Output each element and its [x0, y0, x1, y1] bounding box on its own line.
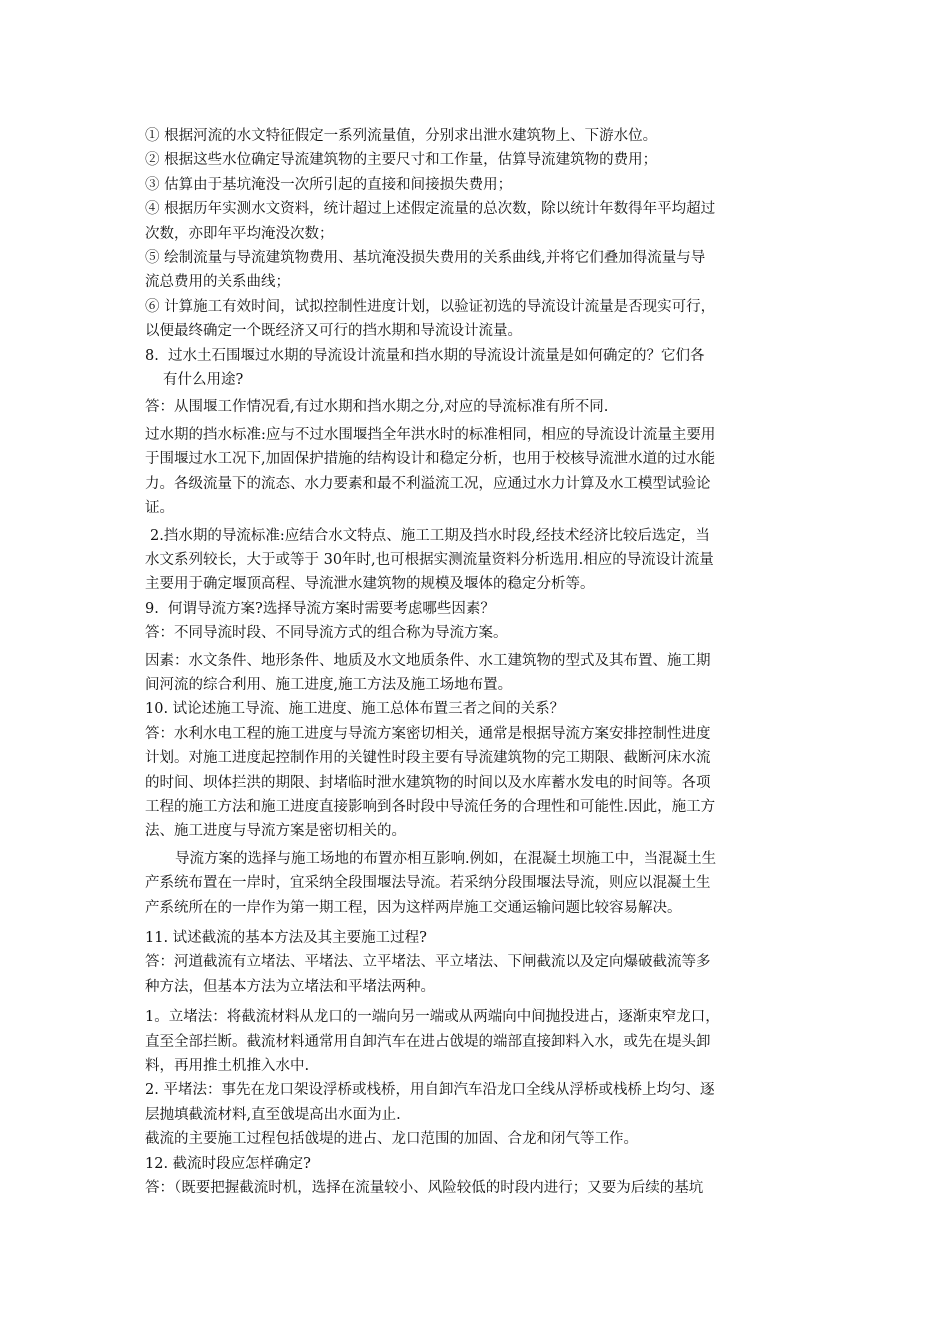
answer-8-para1-line1: 过水期的挡水标准:应与不过水围堰挡全年洪水时的标准相同，相应的导流设计流量主要用 — [145, 426, 716, 443]
answer-8-para2-line2: 水文系列较长，大于或等于 30年时,也可根据实测流量资料分析选用.相应的导流设计流量 — [145, 551, 714, 568]
answer-11-method2-line2: 层抛填截流材料,直至戗堤高出水面为止. — [145, 1106, 401, 1123]
answer-11-process: 截流的主要施工过程包括戗堤的进占、龙口范围的加固、合龙和闭气等工作。 — [145, 1131, 638, 1148]
method-step-5-cont: 流总费用的关系曲线； — [145, 274, 290, 291]
method-step-5: ⑤ 绘制流量与导流建筑物费用、基坑淹没损失费用的关系曲线,并将它们叠加得流量与导 — [145, 250, 706, 267]
answer-10-line4: 工程的施工方法和施工进度直接影响到各时段中导流任务的合理性和可能性.因此，施工方 — [145, 798, 716, 815]
answer-8-para2-line1: 2.挡水期的导流标准:应结合水文特点、施工工期及挡水时段,经技术经济比较后选定，当 — [150, 527, 710, 544]
answer-9-factors-line1: 因素：水文条件、地形条件、地质及水文地质条件、水工建筑物的型式及其布置、施工期 — [145, 652, 711, 669]
method-step-4-cont: 次数，亦即年平均淹没次数； — [145, 225, 334, 242]
answer-8: 答：从围堰工作情况看,有过水期和挡水期之分,对应的导流标准有所不同. — [145, 399, 609, 416]
question-9: 9. 何谓导流方案?选择导流方案时需要考虑哪些因素？ — [145, 600, 495, 617]
answer-10-line1: 答：水利水电工程的施工进度与导流方案密切相关，通常是根据导流方案安排控制性进度 — [145, 725, 711, 742]
answer-10-para2-line2: 产系统布置在一岸时，宜采纳全段围堰法导流。若采纳分段围堰法导流，则应以混凝土生 — [145, 875, 711, 892]
method-step-1: ① 根据河流的水文特征假定一系列流量值，分别求出泄水建筑物上、下游水位。 — [145, 128, 658, 144]
method-step-2: ② 根据这些水位确定导流建筑物的主要尺寸和工作量，估算导流建筑物的费用； — [145, 152, 658, 169]
question-10: 10. 试论述施工导流、施工进度、施工总体布置三者之间的关系？ — [145, 701, 565, 718]
answer-8-para1-line2: 于围堰过水工况下,加固保护措施的结构设计和稳定分析，也用于校核导流泄水道的过水能 — [145, 451, 716, 468]
question-11: 11. 试述截流的基本方法及其主要施工过程? — [145, 930, 427, 946]
method-step-6-cont: 以便最终确定一个既经济又可行的挡水期和导流设计流量。 — [145, 323, 522, 340]
answer-11-method1-line3: 料，再用推土机推入水中. — [145, 1058, 310, 1075]
answer-10-para2-line1: 导流方案的选择与施工场地的布置亦相互影响.例如，在混凝土坝施工中，当混凝土生 — [175, 850, 717, 867]
method-step-3: ③ 估算由于基坑淹没一次所引起的直接和间接损失费用； — [145, 176, 513, 193]
document-body — [145, 124, 810, 1200]
answer-8-para2-line3: 主要用于确定堰顶高程、导流泄水建筑物的规模及堰体的稳定分析等。 — [145, 576, 595, 593]
answer-12-line1: 答：（既要把握截流时机，选择在流量较小、风险较低的时段内进行；又要为后续的基坑 — [145, 1180, 704, 1197]
answer-10-para2-line3: 产系统所在的一岸作为第一期工程，因为这样两岸施工交通运输问题比较容易解决。 — [145, 899, 682, 916]
answer-11-line1: 答：河道截流有立堵法、平堵法、立平堵法、平立堵法、下闸截流以及定向爆破截流等多 — [145, 954, 711, 971]
method-step-4: ④ 根据历年实测水文资料，统计超过上述假定流量的总次数，除以统计年数得年平均超过 — [145, 201, 716, 218]
answer-11-method1-line1: 1。立堵法：将截流材料从龙口的一端向另一端或从两端向中间抛投进占，逐渐束窄龙口， — [145, 1009, 720, 1026]
question-8-cont: 有什么用途? — [163, 372, 244, 389]
answer-8-para1-line4: 证。 — [145, 500, 174, 517]
answer-9-factors-line2: 间河流的综合利用、施工进度,施工方法及施工场地布置。 — [145, 676, 513, 693]
method-step-6: ⑥ 计算施工有效时间，试拟控制性进度计划，以验证初选的导流设计流量是否现实可行， — [145, 298, 716, 315]
answer-10-line3: 的时间、坝体拦洪的期限、封堵临时泄水建筑物的时间以及水库蓄水发电的时间等。各项 — [145, 774, 711, 791]
answer-10-line2: 计划。对施工进度起控制作用的关键性时段主要有导流建筑物的完工期限、截断河床水流 — [145, 750, 711, 767]
answer-10-line5: 法、施工进度与导流方案是密切相关的。 — [145, 823, 406, 840]
answer-11-line2: 种方法，但基本方法为立堵法和平堵法两种。 — [145, 978, 435, 995]
answer-9: 答：不同导流时段、不同导流方式的组合称为导流方案。 — [145, 625, 508, 642]
question-8: 8. 过水土石围堰过水期的导流设计流量和挡水期的导流设计流量是如何确定的？它们各 — [145, 347, 705, 364]
answer-8-para1-line3: 力。各级流量下的流态、水力要素和最不利溢流工况，应通过水力计算及水工模型试验论 — [145, 475, 711, 492]
answer-11-method1-line2: 直至全部拦断。截流材料通常用自卸汽车在进占戗堤的端部直接卸料入水，或先在堤头卸 — [145, 1033, 711, 1050]
answer-11-method2-line1: 2. 平堵法：事先在龙口架设浮桥或栈桥，用自卸汽车沿龙口全线从浮桥或栈桥上均匀、逐 — [145, 1082, 715, 1099]
question-12: 12. 截流时段应怎样确定? — [145, 1155, 311, 1172]
